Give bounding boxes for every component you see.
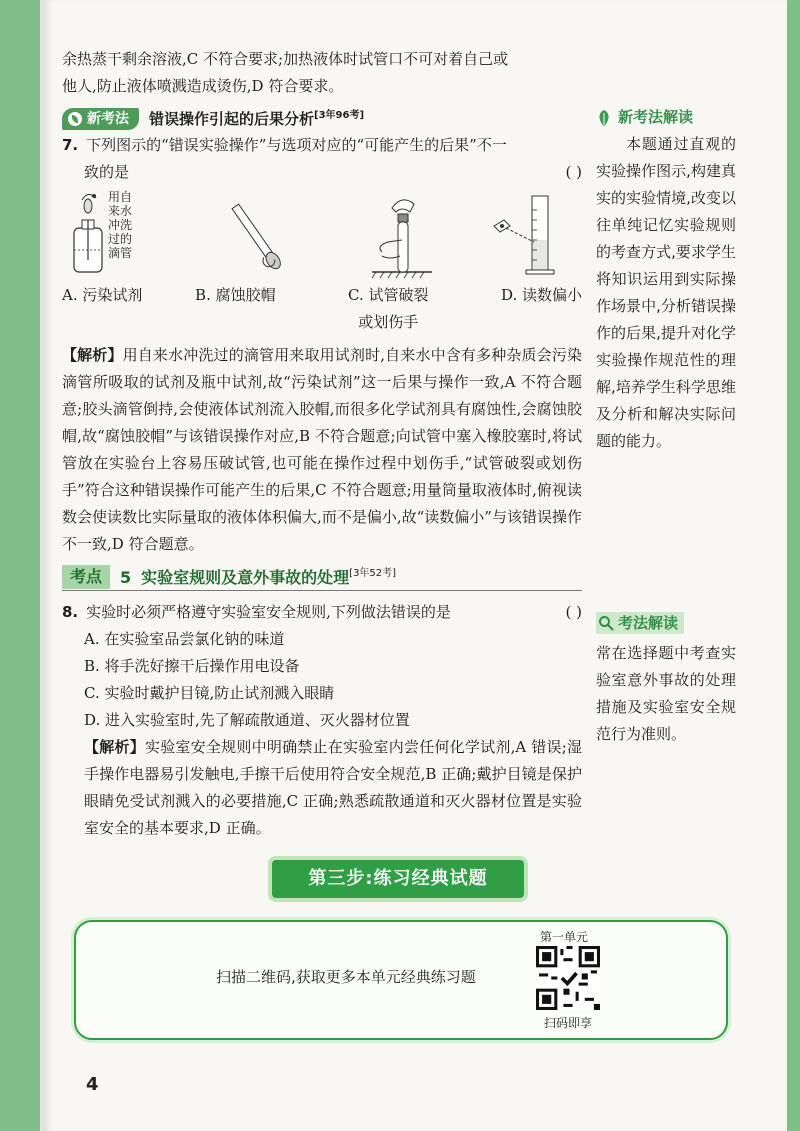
side-note-new-method-body (596, 131, 736, 455)
q7-options (62, 282, 582, 336)
side-note-method-body (596, 640, 736, 748)
key-point-badge: 考点 (62, 565, 110, 589)
side-note-new-method-title: 新考法解读 (618, 108, 694, 126)
q8-answer-paren: ( ) (565, 603, 582, 621)
key-point-number: 5 (120, 567, 132, 587)
q7-stem-line-2 (62, 159, 582, 186)
key-point-tag: [3年52考] (349, 567, 397, 579)
page-number: 4 (86, 1074, 99, 1095)
new-method-badge (62, 108, 139, 130)
q8-option-a: A. 在实验室品尝氯化钠的味道 (84, 630, 285, 648)
q7-option-c (328, 282, 448, 336)
step-three-banner: 第三步:练习经典试题 (272, 860, 524, 898)
main-column (62, 46, 582, 842)
q7-option-b: B. 腐蚀胶帽 (195, 286, 276, 304)
key-point-title-text: 实验室规则及意外事故的处理 (141, 567, 350, 587)
q7-analysis (62, 342, 582, 558)
question-7 (62, 132, 582, 558)
q8-analysis-text: 实验室安全规则中明确禁止在实验室内尝任何化学试剂,A 错误;湿手操作电器易引发触电,手擦干后使用符合安全规范,B 正确;戴护目镜是保护眼睛免受试剂溅入的必要措施,C 正确;熟悉疏散通道和灭火器材位置是实验室安全的基本要求,D 正确。 (84, 738, 582, 837)
q8-stem (62, 599, 582, 626)
q7-figures (62, 190, 582, 280)
q8-analysis (62, 734, 582, 842)
figure-c-test-tube-stopper (322, 190, 452, 280)
leaf-icon (68, 112, 82, 126)
q7-number: 7. (62, 136, 79, 154)
section-tag: [3年96考] (314, 109, 365, 121)
q8-option-d: D. 进入实验室时,先了解疏散通道、灭火器材位置 (84, 711, 410, 729)
intro-line-1: 余热蒸干剩余溶液,C 不符合要求;加热液体时试管口不可对着自己或 (62, 50, 509, 68)
q7-stem-text-1: 下列图示的“错误实验操作”与选项对应的“可能产生的后果”不一 (86, 136, 507, 154)
side-note-method-heading (596, 612, 684, 634)
side-note-new-method (596, 104, 736, 455)
q7-option-a: A. 污染试剂 (62, 286, 143, 304)
hand-leaf-icon (596, 109, 612, 127)
qr-code-panel (74, 920, 728, 1040)
side-note-method-text: 常在选择题中考查实验室意外事故的处理措施及实验室安全规范行为准则。 (596, 644, 736, 743)
key-point-title (141, 564, 396, 591)
qr-unit-label: 第一单元 (540, 930, 589, 944)
section-title-text: 错误操作引起的后果分析 (149, 109, 315, 128)
section-title (149, 106, 364, 133)
q8-option-b: B. 将手洗好擦干后操作用电设备 (84, 657, 300, 675)
side-note-new-method-text: 本题通过直观的实验操作图示,构建真实的实验情境,改变以往单纯记忆实验规则的考查方式,要求学生将知识运用到实际操作场景中,分析错误操作的后果,提升对化学实验操作规范性的理解,培养学生科学思维及分析和解决实际问题的能力。 (596, 135, 736, 450)
section-new-method-header (62, 106, 582, 132)
new-method-badge-label: 新考法 (87, 110, 129, 127)
qr-instruction-text: 扫描二维码,获取更多本单元经典练习题 (216, 968, 476, 986)
q7-option-c-line-1: C. 试管破裂 (348, 286, 429, 304)
q7-answer-paren: ( ) (565, 163, 582, 181)
q7-stem-line-1 (62, 132, 582, 159)
figure-b-inverted-dropper (192, 190, 322, 280)
figure-d-graduated-cylinder (452, 190, 582, 280)
q8-option-c: C. 实验时戴护目镜,防止试剂溅入眼睛 (84, 684, 335, 702)
side-note-method-title: 考法解读 (618, 613, 679, 632)
figure-a-dropper-bottle (62, 190, 192, 280)
question-8 (62, 599, 582, 842)
q7-option-c-line-2: 或划伤手 (358, 313, 419, 331)
side-note-new-method-heading (596, 104, 736, 131)
side-note-method (596, 612, 736, 748)
intro-line-2: 他人,防止液体喷溅造成烫伤,D 符合要求。 (62, 77, 344, 95)
q7-option-d: D. 读数偏小 (500, 286, 582, 304)
q8-number: 8. (62, 603, 79, 621)
q7-stem-text-2: 致的是 (84, 163, 130, 181)
figure-a-caption: 用自来水冲洗过的滴管 (108, 190, 133, 260)
q8-stem-text: 实验时必须严格遵守实验室安全规则,下列做法错误的是 (86, 603, 451, 621)
q7-analysis-label: 【解析】 (62, 346, 123, 364)
magnifier-icon (598, 615, 614, 631)
qr-code-icon[interactable] (536, 946, 600, 1010)
q8-analysis-label: 【解析】 (84, 738, 145, 756)
section-key-point-header (62, 564, 582, 591)
qr-scan-label: 扫码即享 (544, 1016, 593, 1030)
q7-analysis-text: 用自来水冲洗过的滴管用来取用试剂时,自来水中含有多种杂质会污染滴管所吸取的试剂及瓶中试剂,故“污染试剂”这一后果与操作一致,A 不符合题意;胶头滴管倒持,会使液体试剂流入胶帽,而很多化学试剂具有腐蚀性,会腐蚀胶帽,故“腐蚀胶帽”与该错误操作对应,B 不符合题意;向试管中塞入橡胶塞时,将试管放在实验台上容易压破试管,也可能在操作过程中划伤手,“试管破裂或划伤手”符合这种错误操作可能产生的后果,C 不符合题意;用量筒量取液体时,俯视读数会使读数比实际量取的液体体积偏大,而不是偏小,故“读数偏小”与该错误操作不一致,D 符合题意。 (62, 346, 582, 553)
